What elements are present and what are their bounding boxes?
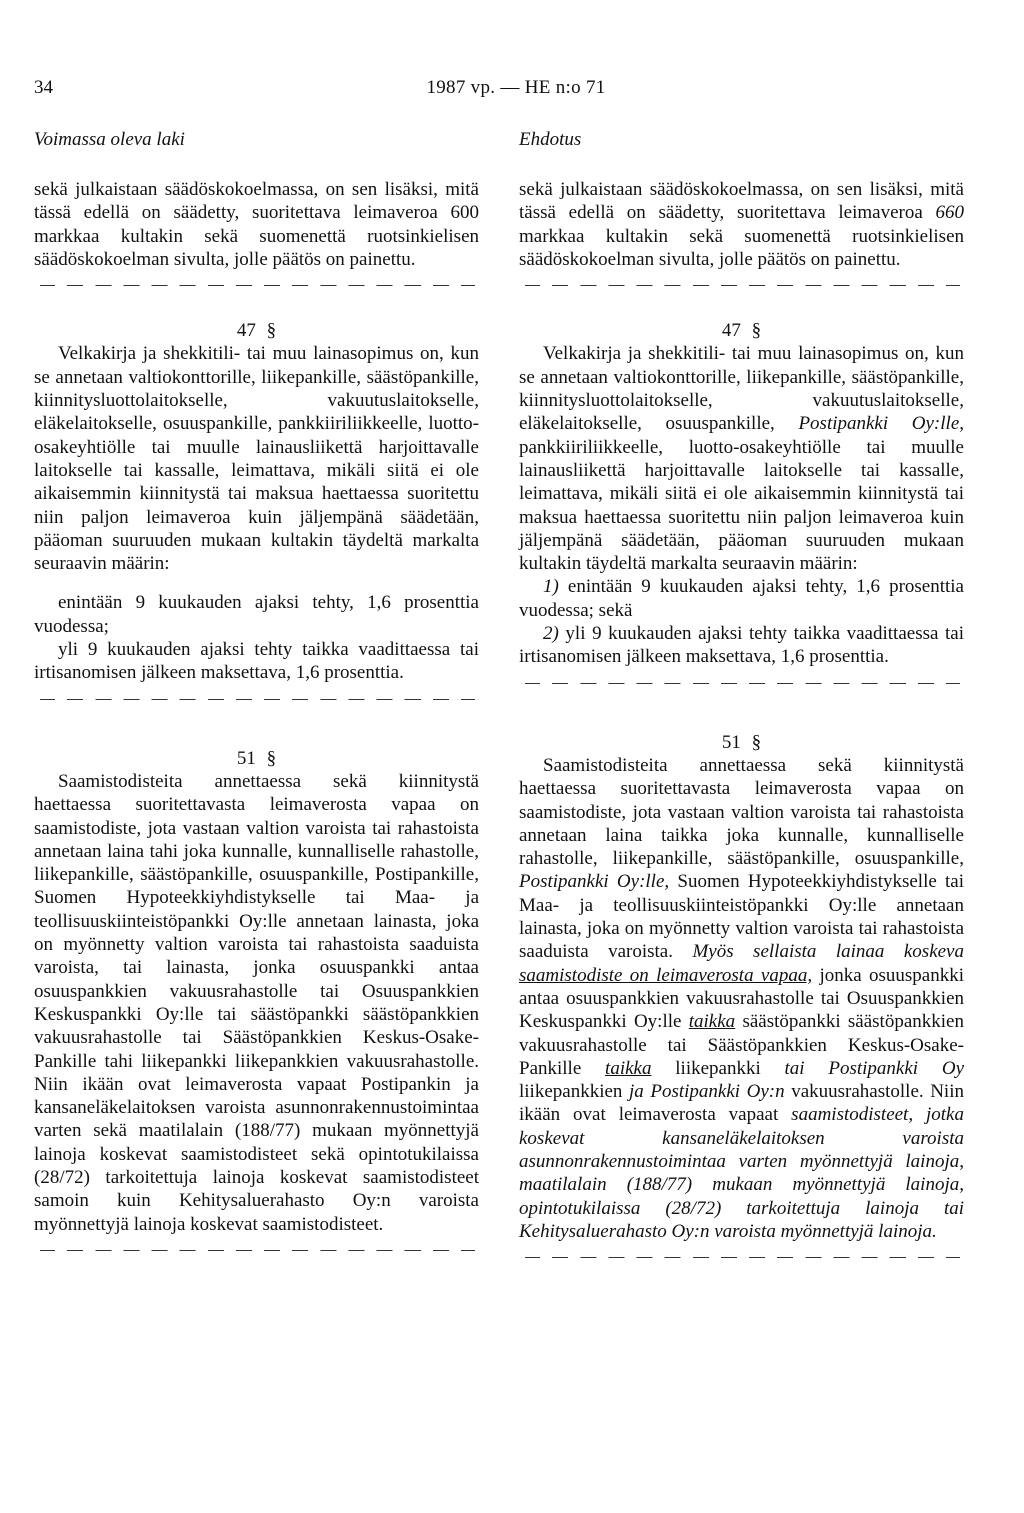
section-number: 47 [721,320,741,342]
page-number: 34 [34,77,53,98]
left-section-51-text: Saamistodisteita annettaessa sekä kiinnitystä haettaessa suoritettavasta leimaverosta vapaa on saamistodiste, jota vastaan valtion varoista tai rahastoista annetaan laina tahi joka kunnalle, kunnalliselle rahastolle, liikepankille, säästöpankille, osuuspankille, Postipankille, Suomen Hypoteekkiyhdistykselle tai Maa- ja teollisuuskiinteistöpankki Oy:lle annetaan lainasta, joka on myönnetty valtion varoista tai rahastoista saaduista varoista, tai lainasta, jonka osuuspankki antaa osuuspankkien vakuusrahastolle tai Osuuspankkien Keskuspankki Oy:lle tai säästöpankki säästöpankkien vakuusrahastolle tai Säästöpankkien Keskus-Osake-Pankille tahi liikepankki liikepankkien vakuusrahastolle. Niin ikään ovat leimaverosta vapaat Postipankin ja kansaneläkelaitoksen varoista asunnonrakennustoimintaa varten sekä maatilalain (188/77) mukaan myönnettyjä lainoja koskevat saamistodisteet sekä opintotukilaissa (28/72) tarkoitettuja lainoja koskevat saamistodisteet samoin kuin Kehitysaluerahasto Oy:n varoista myönnettyjä lainoja koskevat saamistodisteet. [34,770,479,1235]
right-section-51-heading [519,731,964,754]
dashed-separator [34,273,479,295]
text-run: jonka osuuspankki antaa osuuspankkien vakuusrahastolle tai Osuuspankkien Keskuspankki Oy:lle [519,964,965,1033]
section-sign: § [751,731,762,753]
left-section-47-item-1: enintään 9 kuukauden ajaksi tehty, 1,6 prosenttia vuodessa; [34,592,479,637]
left-section-47-text: Velkakirja ja shekkitili- tai muu lainasopimus on, kun se annetaan valtiokonttorille, liikepankille, säästöpankille, kiinnitysluottolaitokselle, vakuutuslaitokselle, eläkelaitokselle, osuuspankille, pankkiiriliikkeelle, luotto-osakeyhtiölle tai muulle lainausliikettä harjoittavalle laitokselle tai kassalle, leimattava, mikäli siitä ei ole aikaisemmin kiinnitystä tai maksua haettaessa suoritettu niin paljon leimaveroa kuin jäljempänä säädetään, pääoman suuruuden mukaan kultakin täydeltä markalta seuraavin määrin: [34,343,479,575]
amended-text: taikka [688,1011,736,1033]
amended-text: saamistodisteet, jotka koskevat kansaneläkelaitoksen varoista asunnonrakennustoimintaa varten myönnettyjä lainoja, maatilalain (188/77) mukaan myönnettyjä lainoja, opintotukilaissa (28/72) tarkoitettuja lainoja tai Kehitysaluerahasto Oy:n varoista myönnettyjä lainoja. [519,1104,964,1242]
amended-text: Postipankki Oy:lle, [798,413,964,435]
right-section-47-text [519,342,964,575]
text-run: yli 9 kuukauden ajaksi tehty taikka vaadittaessa tai irtisanomisen jälkeen maksettava, 1,6 prosenttia. [519,623,964,668]
text-run: enintään 9 kuukauden ajaksi tehty, 1,6 prosenttia vuodessa; sekä [519,576,964,621]
right-section-47-heading [519,319,964,342]
amended-amount: 660 [935,202,964,224]
amended-text: saamistodiste on leimaverosta vapaa, [519,964,813,986]
header-title: 1987 vp. — HE n:o 71 [426,77,606,98]
section-sign: § [751,320,762,342]
item-marker: 2) [543,623,559,645]
left-section-47-heading [34,319,479,342]
text-run: säästöpankki säästöpankkien vakuusrahastolle tai Säästöpankkien Keskus-Osake-Pankille [519,1011,964,1079]
left-section-51-heading [34,747,479,770]
left-intro-paragraph: sekä julkaistaan säädöskokoelmassa, on sen lisäksi, mitä tässä edellä on säädetty, suoritettava leimaveroa 600 markkaa kultakin sekä suomenettä ruotsinkielisen säädöskokoelman sivulta, jolle päätös on painettu. [34,179,479,270]
right-intro-paragraph [519,178,964,271]
text-run: markkaa kultakin sekä suomenettä ruotsinkielisen säädöskokoelman sivulta, jolle päätös on painettu. [519,225,964,270]
right-column [519,128,964,1277]
text-run: vakuusrahastolle. Niin ikään ovat leimaverosta vapaat [519,1081,964,1126]
amended-text: tai Postipankki Oy [784,1057,964,1079]
text-run: Suomen Hypoteekkiyhdistykselle tai Maa- ja teollisuuskiinteistöpankki Oy:lle annetaan lainasta, joka on myönnetty valtion varoista tai rahastoista saaduista varoista. [519,871,964,963]
section-number: 51 [721,731,741,753]
text-run: Velkakirja ja shekkitili- tai muu lainasopimus on, kun se annetaan valtiokonttorille, liikepankille, säästöpankille, kiinnitysluottolaitokselle, vakuutuslaitokselle, eläkelaitokselle, osuuspankille, [519,343,964,435]
amended-text: Myös sellaista lainaa koskeva [692,941,964,963]
text-run: sekä julkaistaan säädöskokoelmassa, on sen lisäksi, mitä tässä edellä on säädetty, suoritettava leimaveroa [519,179,964,224]
dashed-separator [519,273,964,295]
item-marker: 1) [543,576,559,598]
section-sign: § [266,747,277,769]
left-column [34,128,479,1270]
amended-text: ja Postipankki Oy:n [629,1081,785,1103]
right-section-47-item-2 [519,622,964,669]
section-sign: § [266,320,277,342]
left-column-heading: Voimassa oleva laki [34,129,185,150]
dashed-separator [34,1238,479,1260]
spacer [34,575,479,591]
amended-text: taikka [605,1057,652,1079]
text-run: liikepankki [651,1057,785,1079]
dashed-separator [519,1245,964,1267]
right-section-47-item-1 [519,575,964,622]
right-section-51-text [519,754,964,1243]
section-number: 47 [236,320,256,342]
text-run: liikepankkien [519,1081,629,1103]
right-column-heading: Ehdotus [519,129,582,150]
text-run: pankkiiriliikkeelle, luotto-osakeyhtiölle tai muulle lainausliikettä harjoittavalle laitokselle tai kassalle, leimattava, mikäli siitä ei ole aikaisemmin kiinnitystä tai maksua haettaessa suoritettu niin paljon leimaveroa kuin jäljempänä säädetään, pääoman suuruuden mukaan kultakin täydeltä markalta seuraavin määrin: [519,436,964,575]
left-section-47-item-2: yli 9 kuukauden ajaksi tehty taikka vaadittaessa tai irtisanomisen jälkeen maksettava, 1,6 prosenttia. [34,639,479,684]
dashed-separator [34,687,479,709]
page-header [34,76,998,102]
amended-text: Postipankki Oy:lle, [519,871,670,893]
text-run: Saamistodisteita annettaessa sekä kiinnitystä haettaessa suoritettavasta leimaverosta vapaa on saamistodiste, jota vastaan valtion varoista tai rahastoista annetaan laina taikka joka kunnalle, kunnalliselle rahastolle, liikepankille, säästöpankille, osuuspankille, [519,754,964,870]
section-number: 51 [236,747,256,769]
dashed-separator [519,671,964,693]
